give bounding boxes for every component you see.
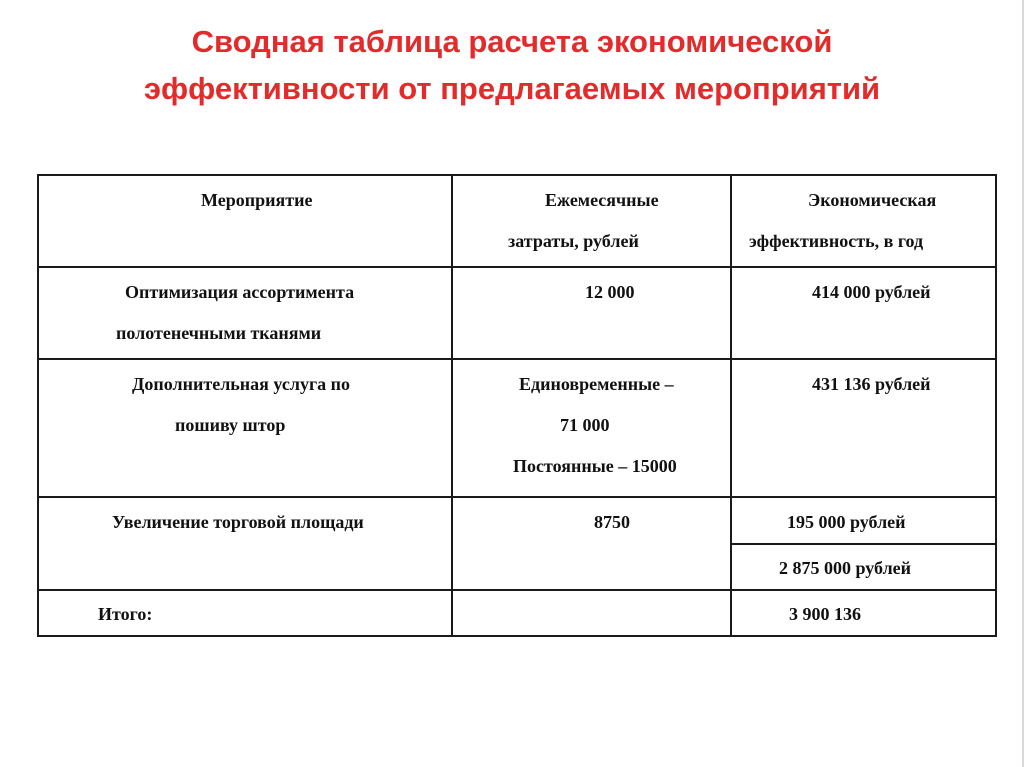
row-activity	[38, 267, 452, 359]
efficiency-value-1: 195 000 рублей	[787, 512, 906, 532]
total-efficiency: 3 900 136	[789, 604, 861, 624]
efficiency-value: 431 136 рублей	[812, 374, 931, 394]
row-activity	[38, 497, 452, 590]
title-line-1: Сводная таблица расчета экономической	[191, 24, 833, 59]
efficiency-value: 414 000 рублей	[812, 282, 931, 302]
activity-line: Увеличение торговой площади	[112, 512, 364, 532]
table-header-row	[38, 175, 996, 267]
header-monthly-costs	[452, 175, 731, 267]
header-costs-line-2: затраты, рублей	[508, 231, 639, 251]
header-activity-label: Мероприятие	[201, 190, 313, 210]
row-efficiency	[731, 497, 996, 544]
header-activity	[38, 175, 452, 267]
costs-value: 8750	[594, 512, 630, 532]
title-line-2: эффективности от предлагаемых мероприятий	[143, 71, 881, 106]
costs-line-2: 71 000	[560, 415, 610, 435]
header-efficiency-line-1: Экономическая	[808, 190, 937, 210]
total-efficiency-cell	[731, 590, 996, 636]
activity-line-2: полотенечными тканями	[116, 323, 322, 343]
header-efficiency-line-2: эффективность, в год	[749, 231, 924, 251]
costs-value: 12 000	[585, 282, 635, 302]
total-label-cell	[38, 590, 452, 636]
header-costs-line-1: Ежемесячные	[545, 190, 659, 210]
activity-line-1: Дополнительная услуга по	[132, 374, 350, 394]
efficiency-value-2: 2 875 000 рублей	[779, 558, 912, 578]
row-costs	[452, 267, 731, 359]
row-costs	[452, 497, 731, 590]
total-row	[38, 590, 996, 636]
table-row	[38, 359, 996, 497]
row-efficiency	[731, 359, 996, 497]
slide-title	[40, 18, 984, 112]
row-efficiency-2	[731, 544, 996, 590]
total-costs-cell	[452, 590, 731, 636]
row-costs	[452, 359, 731, 497]
table-row	[38, 267, 996, 359]
activity-line-2: пошиву штор	[175, 415, 286, 435]
row-activity	[38, 359, 452, 497]
total-label: Итого:	[98, 604, 153, 624]
header-efficiency	[731, 175, 996, 267]
costs-line-3: Постоянные – 15000	[513, 456, 677, 476]
table-row	[38, 497, 996, 544]
summary-table	[37, 174, 997, 637]
row-efficiency	[731, 267, 996, 359]
costs-line-1: Единовременные –	[519, 374, 674, 394]
activity-line-1: Оптимизация ассортимента	[125, 282, 355, 302]
